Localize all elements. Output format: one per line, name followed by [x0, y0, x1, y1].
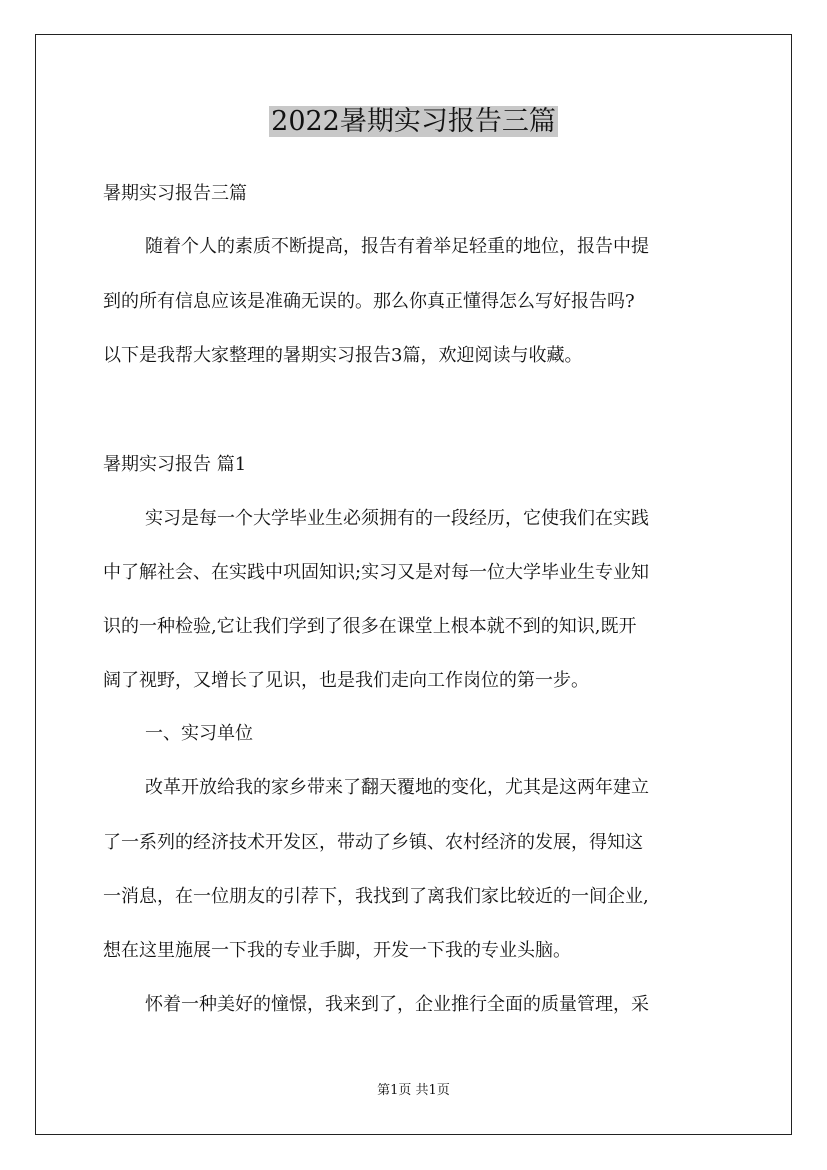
- intro-line-1: 随着个人的素质不断提高，报告有着举足轻重的地位，报告中提: [145, 236, 649, 257]
- para3-line-1: 怀着一种美好的憧憬，我来到了，企业推行全面的质量管理，采: [145, 994, 649, 1015]
- para1-line-3: 识的一种检验,它让我们学到了很多在课堂上根本就不到的知识,既开: [103, 616, 637, 637]
- para1-line-2: 中了解社会、在实践中巩固知识;实习又是对每一位大学毕业生专业知: [103, 562, 650, 583]
- para1-line-4: 阔了视野，又增长了见识，也是我们走向工作岗位的第一步。: [103, 670, 589, 691]
- intro-line-3: 以下是我帮大家整理的暑期实习报告3篇，欢迎阅读与收藏。: [103, 345, 583, 366]
- para2-line-1: 改革开放给我的家乡带来了翻天覆地的变化，尤其是这两年建立: [145, 777, 649, 798]
- para2-line-2: 了一系列的经济技术开发区，带动了乡镇、农村经济的发展，得知这: [103, 832, 643, 853]
- intro-line-2: 到的所有信息应该是准确无误的。那么你真正懂得怎么写好报告吗?: [103, 291, 635, 312]
- section-heading: 暑期实习报告 篇1: [103, 454, 247, 475]
- sub-heading: 一、实习单位: [145, 723, 253, 744]
- para1-line-1: 实习是每一个大学毕业生必须拥有的一段经历，它使我们在实践: [145, 508, 649, 529]
- para2-line-3: 一消息，在一位朋友的引荐下，我找到了离我们家比较近的一间企业,: [103, 886, 649, 907]
- page-footer: 第1页 共1页: [377, 1083, 450, 1098]
- intro-heading: 暑期实习报告三篇: [103, 183, 247, 204]
- document-title: 2022暑期实习报告三篇: [271, 106, 556, 137]
- para2-line-4: 想在这里施展一下我的专业手脚，开发一下我的专业头脑。: [103, 940, 571, 961]
- document-title-wrap: [0, 102, 827, 142]
